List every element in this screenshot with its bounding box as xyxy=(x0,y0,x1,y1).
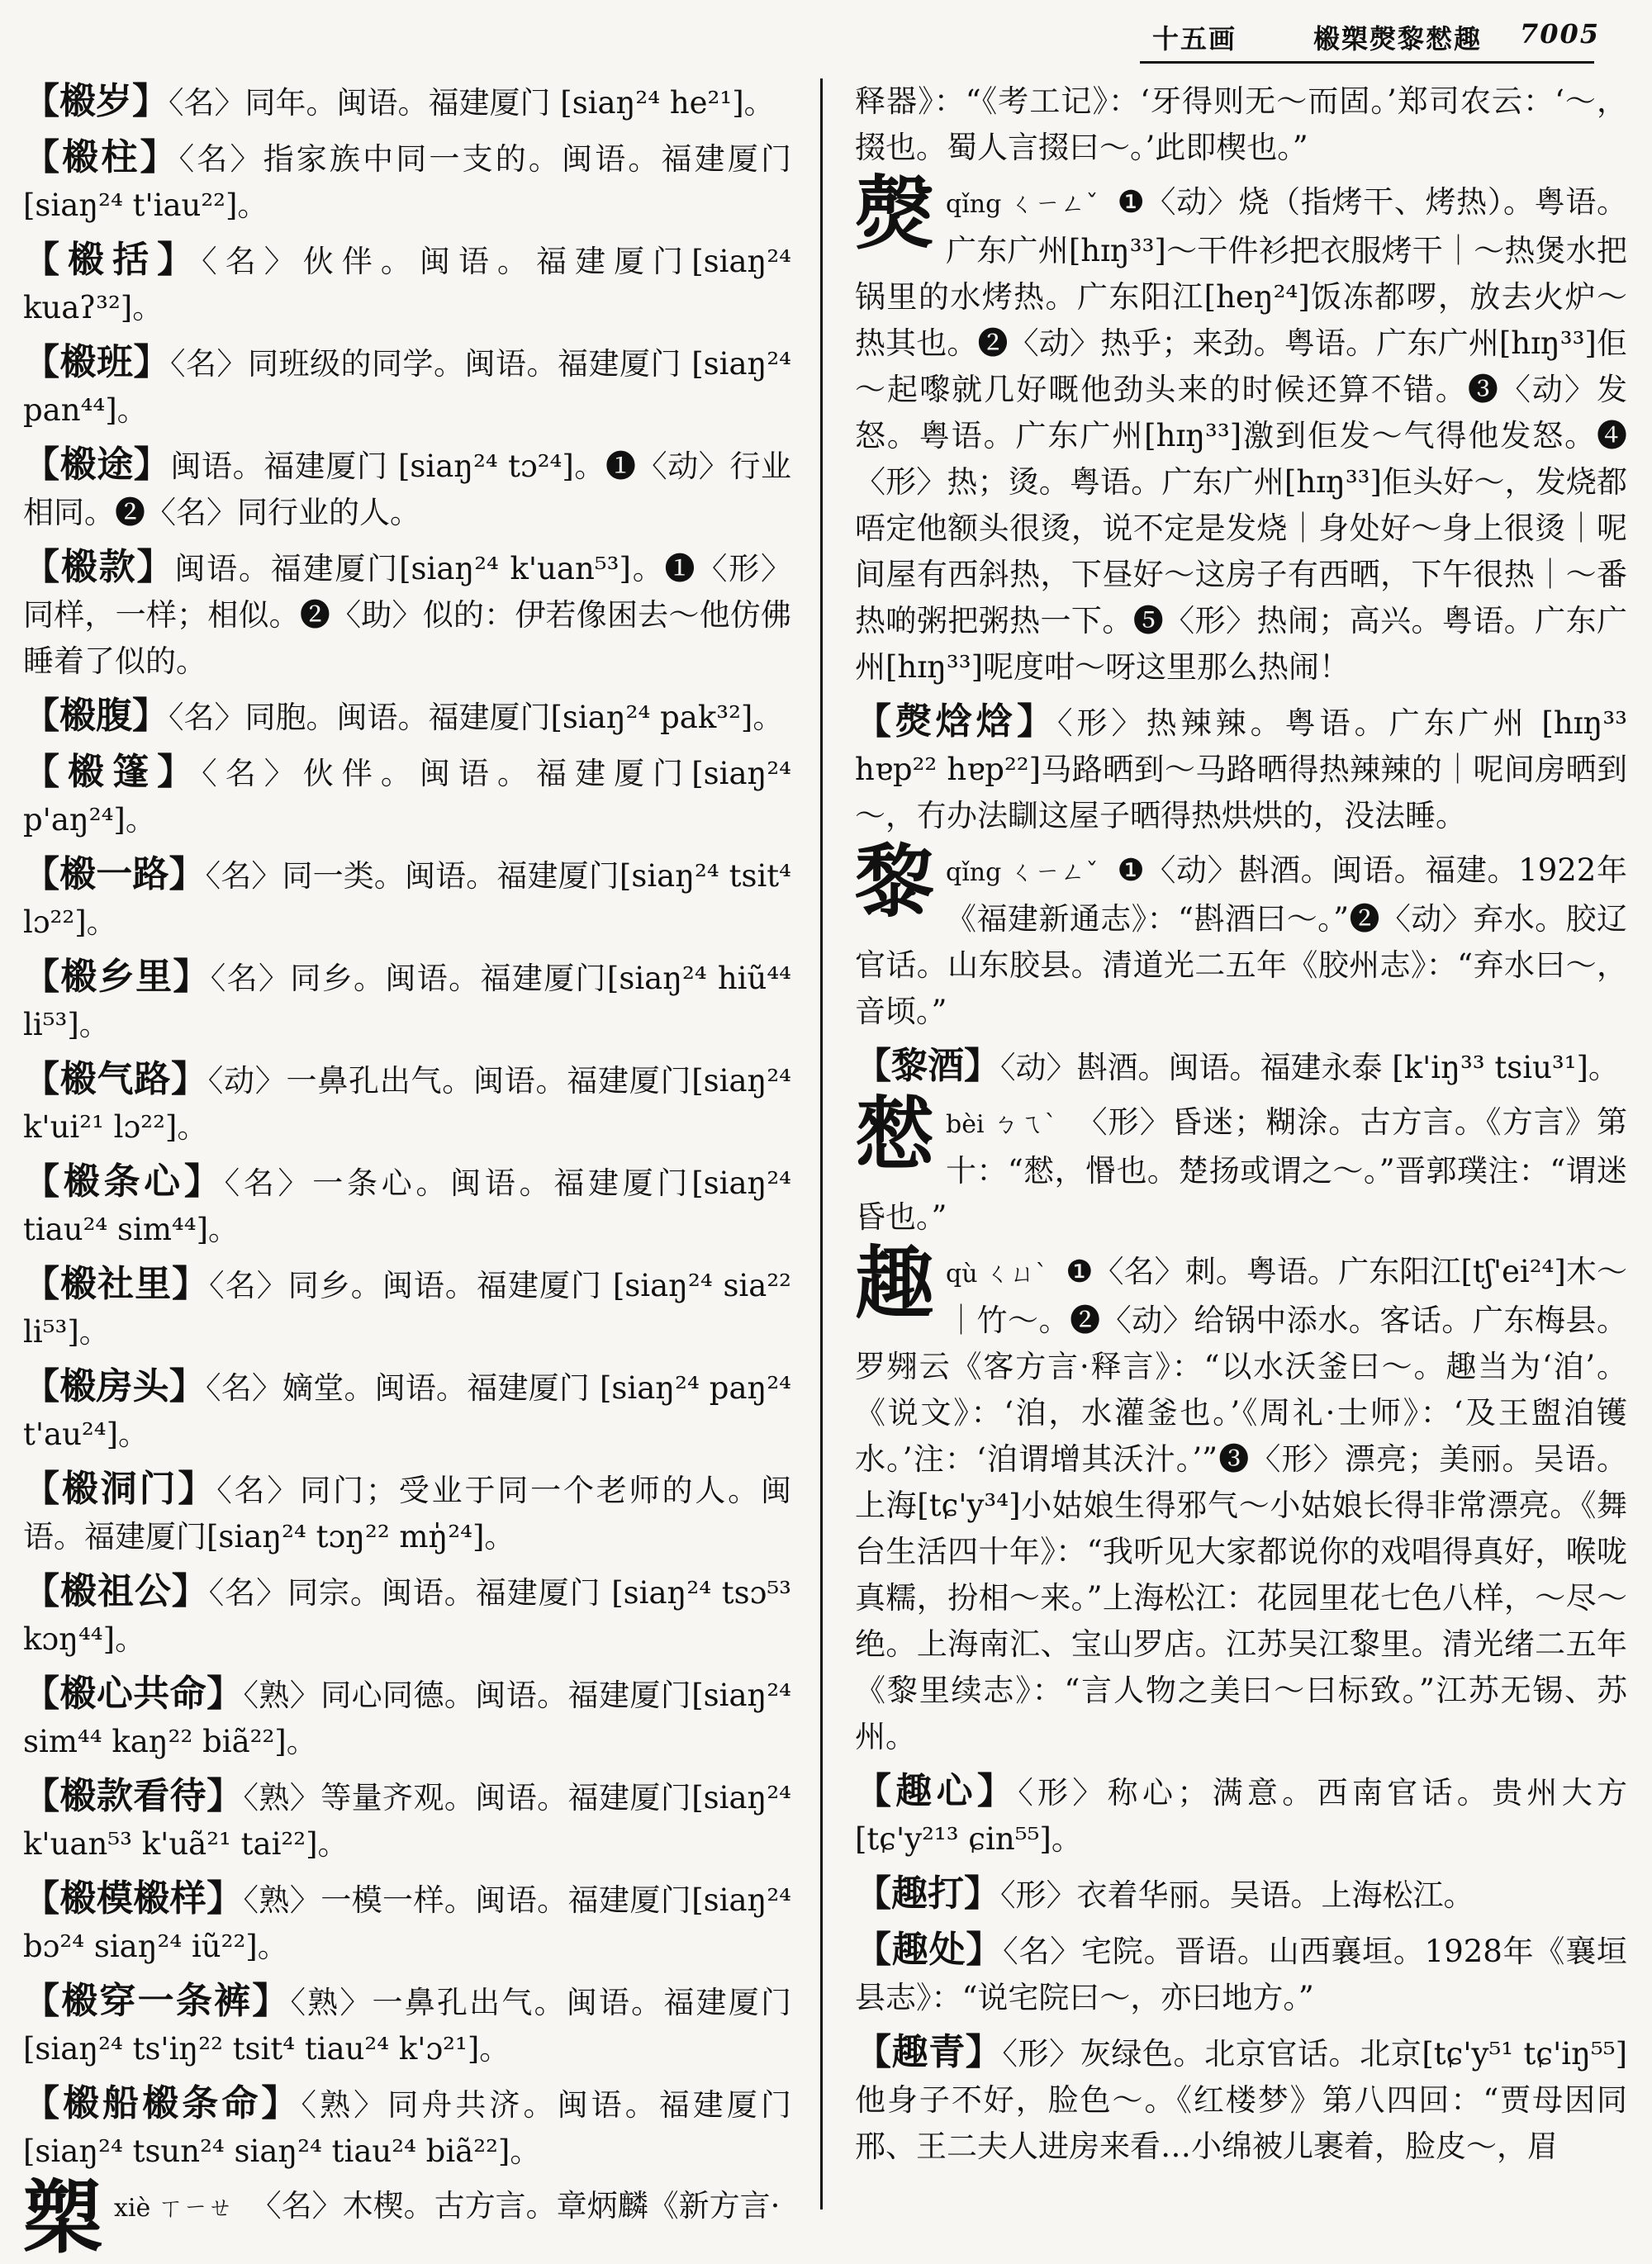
definition: 〈形〉衣着华丽。吴语。上海松江。 xyxy=(1000,1877,1474,1913)
definition: 〈熟〉一模一样。闽语。福建厦门[siaŋ²⁴ bɔ²⁴ siaŋ²⁴ iũ²²]。 xyxy=(23,1882,791,1964)
header-chars: 榝槊㷫黎憖趣 xyxy=(1313,23,1483,55)
entry xyxy=(23,1159,791,1253)
headword: 【榝篷】 xyxy=(23,751,202,793)
headword: 【榝洞门】 xyxy=(23,1468,217,1510)
headword: 【榝括】 xyxy=(23,239,202,281)
definition: 〈名〉一条心。闽语。福建厦门[siaŋ²⁴ tiau²⁴ sim⁴⁴]。 xyxy=(23,1165,792,1247)
definition: 〈名〉同胞。闽语。福建厦门[siaŋ²⁴ pak³²]。 xyxy=(169,700,784,735)
entry xyxy=(23,78,791,126)
page-header xyxy=(0,0,1652,64)
headword: 【榝条心】 xyxy=(23,1160,225,1203)
entry xyxy=(23,954,791,1048)
head-char: 㷫 xyxy=(855,167,934,260)
headword: 【榝社里】 xyxy=(23,1263,210,1305)
headword: 【榝岁】 xyxy=(23,80,169,122)
definition: 〈名〉同门；受业于同一个老师的人。闽语。福建厦门[siaŋ²⁴ tɔŋ²² mŋ̍²⁴]。 xyxy=(23,1473,792,1554)
entry xyxy=(23,1671,791,1765)
definition: 〈名〉同乡。闽语。福建厦门[siaŋ²⁴ hiũ⁴⁴ li⁵³]。 xyxy=(23,961,791,1042)
headword: 【榝款看待】 xyxy=(23,1775,244,1817)
definition: 〈名〉同一类。闽语。福建厦门[siaŋ²⁴ tsit⁴ lɔ²²]。 xyxy=(23,858,792,940)
entry xyxy=(23,693,791,741)
entry xyxy=(23,1056,791,1151)
definition: 〈名〉木楔。古方言。章炳麟《新方言· xyxy=(250,2188,781,2224)
head-char-block xyxy=(855,1087,1628,1241)
definition: 〈名〉嫡堂。闽语。福建厦门 [siaŋ²⁴ paŋ²⁴ t'au²⁴]。 xyxy=(23,1370,791,1452)
head-char: 趣 xyxy=(855,1236,934,1330)
entry xyxy=(23,442,791,536)
entry xyxy=(855,1927,1627,2021)
entry xyxy=(23,749,791,843)
definition: 〈熟〉一鼻孔出气。闽语。福建厦门 [siaŋ²⁴ ts'iŋ²² tsit⁴ tiau²⁴ k'ɔ²¹]。 xyxy=(23,1985,792,2067)
definition: 〈形〉热辣辣。粤语。广东广州 [hɪŋ³³ hɐp²² hɐp²²]马路晒到～马路晒得热辣辣的｜呢间房晒到～，冇办法瞓这屋子晒得热烘烘的，没法睡。 xyxy=(855,705,1628,833)
head-char: 黎 xyxy=(855,835,934,928)
headword: 【㷫焓焓】 xyxy=(855,700,1058,743)
entry xyxy=(23,135,791,229)
section-label: 十五画 xyxy=(1152,23,1237,55)
pinyin: qù ㄑㄩˋ xyxy=(946,1260,1048,1289)
entry xyxy=(23,1773,791,1868)
header-rule xyxy=(1140,61,1594,64)
headword: 【榝班】 xyxy=(23,341,170,383)
pinyin: qǐng ㄑㄧㄥˇ xyxy=(946,190,1099,219)
headword: 【榝船榝条命】 xyxy=(23,2082,301,2124)
page-number: 7005 xyxy=(1520,18,1601,50)
left-entry-list xyxy=(23,78,791,2175)
head-char-block xyxy=(855,167,1627,691)
definition: 〈形〉称心；满意。西南官话。贵州大方[tɕ'y²¹³ ɕin⁵⁵]。 xyxy=(855,1775,1628,1857)
pinyin: xiè ㄒㄧㄝ xyxy=(114,2194,233,2223)
headword: 【榝途】 xyxy=(23,444,171,486)
right-entry-list xyxy=(855,1768,1627,2170)
column-divider xyxy=(820,78,823,2209)
entry xyxy=(23,237,791,331)
entry xyxy=(23,1978,791,2072)
entry xyxy=(23,1466,791,1560)
entry xyxy=(23,1261,791,1355)
entry xyxy=(23,339,791,434)
head-char-block xyxy=(23,2171,791,2264)
headword: 【榝模榝样】 xyxy=(23,1877,244,1920)
head-char-block xyxy=(855,1236,1627,1760)
definition: 〈形〉灰绿色。北京官话。北京[tɕ'y⁵¹ tɕ'iŋ⁵⁵]他身子不好，脸色～。《红楼梦》第八四回：“贾母因同邢、王二夫人进房来看…小绵被儿裹着，脸皮～，眉 xyxy=(855,2036,1628,2164)
definition: 〈动〉斟酒。闽语。福建永泰 [k'iŋ³³ tsiu³¹]。 xyxy=(1000,1050,1619,1085)
pinyin: qǐng ㄑㄧㄥˇ xyxy=(946,858,1099,887)
definition: ❶〈名〉刺。粤语。广东阳江[tʃ'ei²⁴]木～｜竹～。❷〈动〉给锅中添水。客话。广东梅县。罗翙云《客方言·释言》：“以水沃釜曰～。趣当为‘洎’。《说文》：‘洎，水灌釜也。’《周礼·士师》：‘及王盥洎镬水。’注：‘洎谓增其沃汁。’”❸〈形〉漂亮；美丽。吴语。上海[tɕ'y³⁴]小姑娘生得邪气～小姑娘长得非常漂亮。《舞台生活四十年》：“我听见大家都说你的戏唱得真好，喉咙真糯，扮相～来。”上海松江：花园里花七色八样，～尽～绝。上海南汇、宝山罗店。江苏吴江黎里。清光绪二五年《黎里续志》：“言人物之美曰～曰标致。”江苏无锡、苏州。 xyxy=(855,1254,1627,1754)
headword: 【榝乡里】 xyxy=(23,956,211,998)
entry xyxy=(855,699,1627,839)
headword: 【榝一路】 xyxy=(23,853,206,895)
definition: 〈名〉同宗。闽语。福建厦门 [siaŋ²⁴ tsɔ⁵³ kɔŋ⁴⁴]。 xyxy=(23,1575,792,1657)
headword: 【榝祖公】 xyxy=(23,1570,209,1612)
definition: 〈名〉伙伴。闽语。福建厦门[siaŋ²⁴ p'aŋ²⁴]。 xyxy=(23,756,792,838)
headword: 【榝穿一条裤】 xyxy=(23,1980,291,2022)
headword: 【榝柱】 xyxy=(23,136,179,178)
headword: 【趣心】 xyxy=(855,1770,1018,1812)
entry xyxy=(23,852,791,946)
entry xyxy=(855,1043,1627,1091)
headword: 【榝款】 xyxy=(23,546,175,588)
pinyin: bèi ㄅㄟˋ xyxy=(946,1110,1058,1139)
definition: 〈熟〉同舟共济。闽语。福建厦门 [siaŋ²⁴ tsun²⁴ siaŋ²⁴ tiau²⁴ biã²²]。 xyxy=(23,2087,791,2169)
headword: 【趣处】 xyxy=(855,1929,1004,1971)
headword: 【黎酒】 xyxy=(855,1045,1000,1087)
definition: 〈名〉同乡。闽语。福建厦门 [siaŋ²⁴ sia²² li⁵³]。 xyxy=(23,1268,791,1350)
headword: 【趣青】 xyxy=(855,2031,1003,2073)
definition: 〈名〉同班级的同学。闽语。福建厦门 [siaŋ²⁴ pan⁴⁴]。 xyxy=(23,346,792,428)
definition: 〈动〉一鼻孔出气。闽语。福建厦门[siaŋ²⁴ k'ui²¹ lɔ²²]。 xyxy=(23,1063,792,1145)
continued-text: 释器》：“《考工记》：‘牙得则无～而固。’郑司农云：‘～，掇也。蜀人言掇曰～。’此即楔也。” xyxy=(855,83,1627,165)
head-char-block xyxy=(855,835,1627,1035)
left-column xyxy=(23,78,792,2264)
entry xyxy=(855,1768,1627,1863)
entry xyxy=(23,544,791,685)
right-column xyxy=(855,78,1627,2178)
definition: 〈名〉伙伴。闽语。福建厦门[siaŋ²⁴ kuaʔ³²]。 xyxy=(23,244,792,325)
definition: 闽语。福建厦门 [siaŋ²⁴ tɔ²⁴]。❶〈动〉行业相同。❷〈名〉同行业的人。 xyxy=(23,449,792,530)
definition: ❶〈动〉斟酒。闽语。福建。1922年《福建新通志》：“斟酒曰～。”❷〈动〉弃水。胶辽官话。山东胶县。清道光二五年《胶州志》：“弃水曰～，音顷。” xyxy=(855,852,1627,1029)
headword: 【榝腹】 xyxy=(23,695,169,737)
definition: 〈名〉同年。闽语。福建厦门 [siaŋ²⁴ he²¹]。 xyxy=(169,85,775,121)
entry xyxy=(23,2081,791,2175)
definition: 〈形〉昏迷；糊涂。古方言。《方言》第十：“憖，惽也。楚扬或谓之～。”晋郭璞注：“谓迷昏也。” xyxy=(855,1104,1628,1235)
definition: ❶〈动〉烧（指烤干、烤热）。粤语。广东广州[hɪŋ³³]～干件衫把衣服烤干｜～热煲水把锅里的水烤热。广东阳江[heŋ²⁴]饭冻都啰，放去火炉～热其也。❷〈动〉热乎；来劲。粤语。广东广州[hɪŋ³³]佢～起嚟就几好嘅他劲头来的时候还算不错。❸〈动〉发怒。粤语。广东广州[hɪŋ³³]激到佢发～气得他发怒。❹〈形〉热；烫。粤语。广东广州[hɪŋ³³]佢头好～，发烧都唔定他额头很烫，说不定是发烧｜身处好～身上很烫｜呢间屋有西斜热，下昼好～这房子有西晒，下午很热｜～番热啲粥把粥热一下。❺〈形〉热闹；高兴。粤语。广东广州[hɪŋ³³]呢度咁～呀这里那么热闹！ xyxy=(855,184,1627,685)
entry xyxy=(855,2029,1627,2170)
entry xyxy=(855,1871,1627,1919)
entry xyxy=(23,1364,791,1458)
head-char: 槊 xyxy=(23,2171,102,2264)
entry xyxy=(23,1569,791,1663)
definition: 〈熟〉等量齐观。闽语。福建厦门[siaŋ²⁴ k'uan⁵³ k'uã²¹ tai²²]。 xyxy=(23,1780,791,1862)
entry xyxy=(23,1876,791,1970)
definition: 〈名〉指家族中同一支的。闽语。福建厦门 [siaŋ²⁴ t'iau²²]。 xyxy=(23,141,792,223)
definition: 〈熟〉同心同德。闽语。福建厦门[siaŋ²⁴ sim⁴⁴ kaŋ²² biã²²]。 xyxy=(23,1678,791,1759)
headword: 【榝气路】 xyxy=(23,1058,208,1100)
headword: 【趣打】 xyxy=(855,1872,1000,1915)
definition: 〈名〉宅院。晋语。山西襄垣。1928年《襄垣县志》：“说宅院曰～，亦曰地方。” xyxy=(855,1934,1627,2015)
head-char: 憖 xyxy=(855,1087,934,1180)
headword: 【榝心共命】 xyxy=(23,1673,244,1715)
definition: 闽语。福建厦门[siaŋ²⁴ k'uan⁵³]。❶〈形〉同样，一样；相似。❷〈助〉似的：伊若像困去～他仿佛睡着了似的。 xyxy=(23,551,792,679)
headword: 【榝房头】 xyxy=(23,1365,206,1407)
